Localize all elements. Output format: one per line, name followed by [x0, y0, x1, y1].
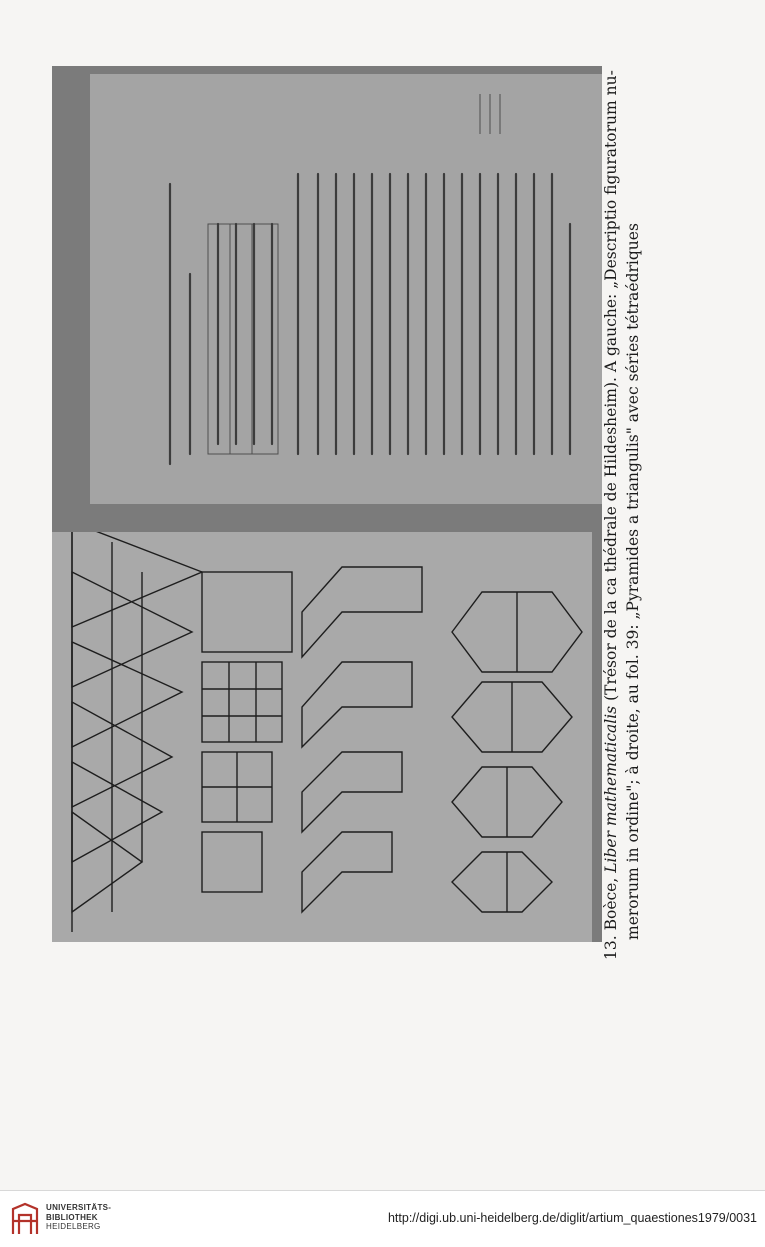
document-url-link[interactable]: http://digi.ub.uni-heidelberg.de/diglit/artium_quaestiones1979/0031 [387, 1211, 757, 1225]
caption-line-1-rest: (Trésor de la ca thédrale de Hildesheim). A gauche: „Descriptio figuratorum nu- [602, 70, 620, 701]
caption-author: Boèce, [602, 877, 620, 931]
caption-title: Liber mathematicalis [602, 705, 620, 873]
logo-line-1: UNIVERSITÄTS- [46, 1203, 112, 1212]
manuscript-figures-leaf [52, 532, 592, 942]
university-library-logo-icon[interactable] [10, 1201, 40, 1237]
figurate-numbers-drawing [52, 532, 592, 942]
figure-caption [600, 60, 644, 960]
library-logo-text[interactable] [46, 1203, 111, 1232]
manuscript-text-leaf [90, 74, 602, 504]
caption-line-2: merorum in ordine"; à droite, au fol. 39: „Pyramides a triangulis" avec séries tétraédriques [624, 223, 642, 940]
caption-line-1 [600, 60, 622, 960]
logo-line-2: BIBLIOTHEK [46, 1212, 98, 1222]
caption-number: 13. [602, 935, 620, 960]
manuscript-text-lines [90, 74, 602, 504]
logo-line-3: HEIDELBERG [46, 1222, 101, 1231]
manuscript-plate [52, 66, 602, 942]
library-footer [0, 1190, 765, 1247]
